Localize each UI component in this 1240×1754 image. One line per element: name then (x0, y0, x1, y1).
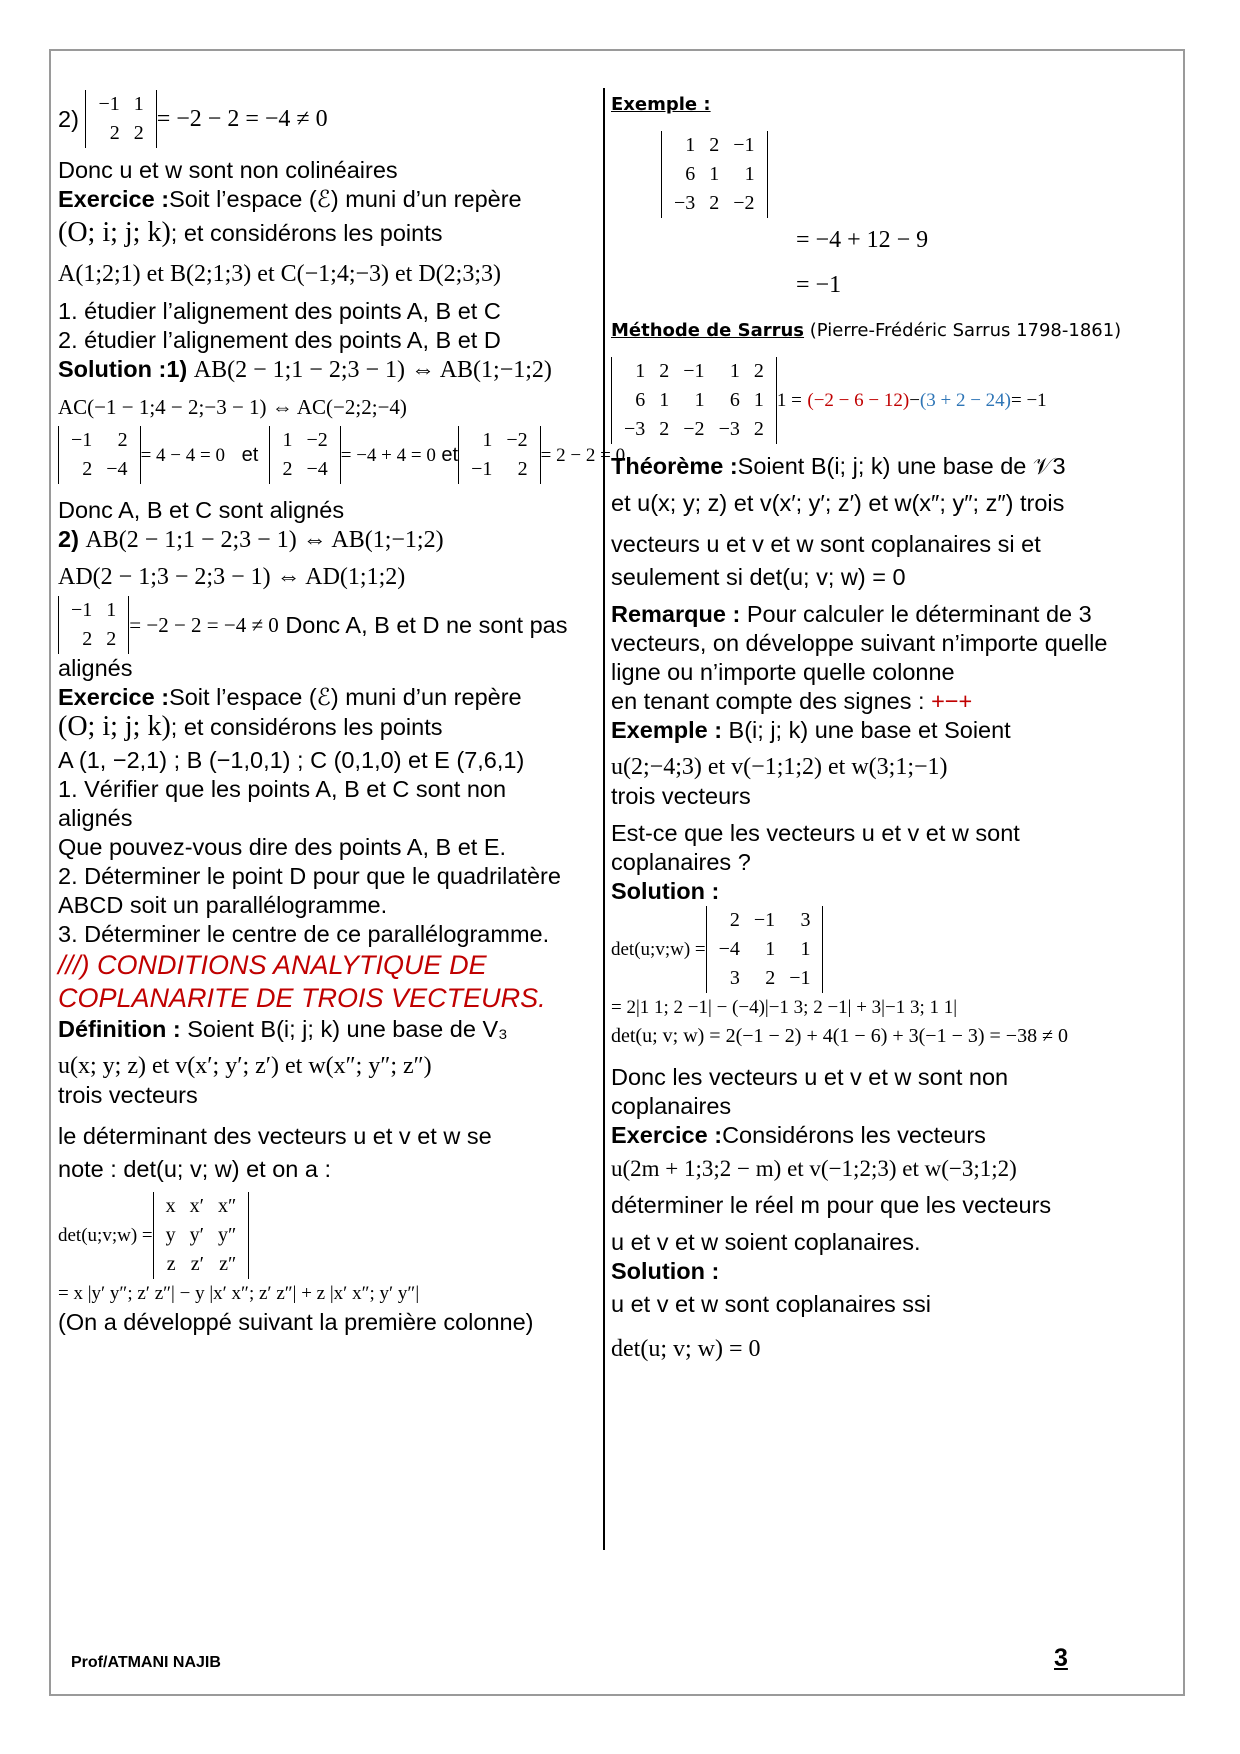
exercise-1-intro: Exercice :Soit l’espace (ℰ) muni d’un repère (58, 186, 522, 212)
not-aligned-conclusion: alignés (58, 655, 133, 681)
example-determinant: 1 2 −1 6 1 1 −3 2 −2 (661, 131, 1141, 218)
question-1: 1. étudier l’alignement des points A, B et C (58, 298, 501, 324)
remark: Remarque : Pour calculer le déterminant de 3 (611, 601, 1092, 627)
det-line-1: 2) −1 1 2 2 = −2 − 2 = −4 ≠ 0 (58, 90, 598, 148)
exercise-3: Exercice :Considérons les vecteurs (611, 1122, 986, 1148)
det-expansion: = x |y′ y″; z′ z″| − y |x′ x″; z′ z″| + z |x′ x″; y′ y″| (58, 1283, 420, 1304)
sarrus-title: Méthode de Sarrus (Pierre-Frédéric Sarrus 1798-1861) (611, 320, 1122, 341)
repere-line: (O; i; j; k); et considérons les points (58, 217, 443, 248)
solution-result: det(u; v; w) = 2(−1 − 2) + 4(1 − 6) + 3(−1 − 3) = −38 ≠ 0 (611, 1025, 1069, 1047)
aligned-conclusion: Donc A, B et C sont alignés (58, 497, 345, 523)
solution-title: Solution : (611, 878, 720, 904)
sarrus-line: 1 2 −1 1 2 6 1 1 6 1 −3 2 −2 −3 2 1 = (−2 − 6 − 12) − (3 + 2 − 24) = −1 (611, 357, 1141, 444)
solution-2-ab: 2) AB(2 − 1;1 − 2;3 − 1) ⇔ AB(1;−1;2) (58, 526, 444, 553)
column-separator (603, 88, 605, 1550)
det-row-3: −1 2 2 −4 = 4 − 4 = 0 et 1 −2 2 −4 = −4 + 4 = 0 et 1 −2 −1 2 = 2 − 2 = 0 (58, 426, 598, 484)
det-line-ad: −1 1 2 2 = −2 − 2 = −4 ≠ 0 Donc A, B et D ne sont pas (58, 596, 598, 654)
exercise-2-intro: Exercice :Soit l’espace (ℰ) muni d’un repère (58, 684, 522, 710)
vector-ad: AD(2 − 1;3 − 2;3 − 1) ⇔ AD(1;1;2) (58, 564, 406, 590)
example-title: Exemple : (611, 94, 711, 115)
example-2: Exemple : B(i; j; k) une base et Soient (611, 717, 1011, 743)
page-number: 3 (1054, 1644, 1068, 1672)
definition: Définition : Soient B(i; j; k) une base de V₃ (58, 1016, 508, 1042)
footer-author: Prof/ATMANI NAJIB (71, 1654, 221, 1671)
theorem: Théorème :Soient B(i; j; k) une base de 𝒱3 (611, 453, 1066, 479)
question-2: 2. étudier l’alignement des points A, B et D (58, 327, 501, 353)
solution-1-title: Solution :1) AB(2 − 1;1 − 2;3 − 1) ⇔ AB(1;−1;2) (58, 356, 552, 383)
points-line-2: A (1, −2,1) ; B (−1,0,1) ; C (0,1,0) et E (7,6,1) (58, 747, 525, 773)
development-note: (On a développé suivant la première colonne) (58, 1309, 534, 1335)
section-heading-2: COPLANARITE DE TROIS VECTEURS. (58, 983, 546, 1013)
solution-determinant: det(u;v;w) = 2 −1 3 −4 1 1 3 2 −1 (611, 906, 1141, 993)
left-column: 2) −1 1 2 2 = −2 − 2 = −4 ≠ 0 Donc u et w sont non colinéaires Exercice :Soit l’espace (ℰ) muni d’un repère (O; i; j; k); et considérons les points A(1;2;1) et B(2;1;3) et C(−1;4;−3) et D(2;3;3) 1. étudier l’alignement des points A, B et C 2. étudier l’alignement des points A, B et D Solution :1) AB(2 − 1;1 − 2;3 − 1) ⇔ AB(1;−1;2) AC(−1 − 1;4 − 2;−3 − 1) ⇔ AC(−2;2;−4) −1 2 2 −4 = 4 − 4 = 0 et 1 −2 2 −4 = −4 + 4 = 0 et 1 −2 −1 2 = 2 − 2 = 0 Donc A, B et C sont alignés 2) AB(2 − 1;1 − 2;3 − 1) ⇔ AB(1;−1;2) AD(2 − 1;3 − 2;3 − 1) ⇔ AD(1;1;2) −1 1 2 2 = −2 − 2 = −4 ≠ 0 Donc A, B et D ne sont pas alignés Exercice :Soit l’espace (ℰ) muni d’un repère (O; i; j; k); et considérons les points A (1, −2,1) ; B (−1,0,1) ; C (0,1,0) et E (7,6,1) 1. Vérifier que les points A, B et C sont non alignés Que pouvez-vous dire des points A, B et E. 2. Déterminer le point D pour que le quadrilatère ABCD soit un parallélogramme. 3. Déterminer le centre de ce parallélogramme. ///) CONDITIONS ANALYTIQUE DE COPLANARITE DE TROIS VECTEURS. Définition : Soient B(i; j; k) une base de V₃ u(x; y; z) et v(x′; y′; z′) et w(x″; y″; z″) trois vecteurs le déterminant des vecteurs u et v et w se note : det(u; v; w) et on a : det(u;v;w) = x x′ x″ y y′ y″ z z′ z″ = x |y′ y″; z′ z″| − y |x′ x″; z′ z″| + z |x′ x″; y′ y″| (On a développé suivant la première colonne) (58, 90, 598, 1337)
points-line-1: A(1;2;1) et B(2;1;3) et C(−1;4;−3) et D(2;3;3) (58, 261, 501, 287)
right-column: Exemple : 1 2 −1 6 1 1 −3 2 −2 = −4 + 12 − 9 = −1 Méthode de Sarrus (Pierre-Frédéric Sarrus 1798-1861) 1 2 −1 1 2 6 1 1 6 1 −3 2 −2 −3 2 1 = (−2 − 6 − 12) − (3 + 2 − 24) = −1 Théorème :Soient B(i; j; k) une base de 𝒱3 et u(x; y; z) et v(x′; y′; z′) et w(x″; y″; z″) trois vecteurs u et v et w sont coplanaires si et seulement si det(u; v; w) = 0 Remarque : Pour calculer le déterminant de 3 vecteurs, on développe suivant n’importe quelle ligne ou n’importe quelle colonne en tenant compte des signes : +−+ Exemple : B(i; j; k) une base et Soient u(2;−4;3) et v(−1;1;2) et w(3;1;−1) trois vecteurs Est-ce que les vecteurs u et v et w sont coplanaires ? Solution : det(u;v;w) = 2 −1 3 −4 1 1 3 2 −1 = 2|1 1; 2 −1| − (−4)|−1 3; 2 −1| + 3|−1 3; 1 1| det(u; v; w) = 2(−1 − 2) + 4(1 − 6) + 3(−1 − 3) = −38 ≠ 0 Donc les vecteurs u et v et w sont non coplanaires Exercice :Considérons les vecteurs u(2m + 1;3;2 − m) et v(−1;2;3) et w(−3;1;2) déterminer le réel m pour que les vecteurs u et v et w soient coplanaires. Solution : u et v et w sont coplanaires ssi det(u; v; w) = 0 (611, 90, 1141, 1364)
det-formula: det(u;v;w) = x x′ x″ y y′ y″ z z′ z″ (58, 1192, 598, 1279)
vector-ac: AC(−1 − 1;4 − 2;−3 − 1) ⇔ AC(−2;2;−4) (58, 395, 407, 419)
colinear-conclusion: Donc u et w sont non colinéaires (58, 157, 398, 183)
repere-line-2: (O; i; j; k); et considérons les points (58, 711, 443, 742)
definition-vectors: u(x; y; z) et v(x′; y′; z′) et w(x″; y″; z″) (58, 1053, 432, 1079)
determinant-2x2: −1 1 2 2 (85, 90, 156, 148)
section-heading: ///) CONDITIONS ANALYTIQUE DE (58, 950, 487, 980)
